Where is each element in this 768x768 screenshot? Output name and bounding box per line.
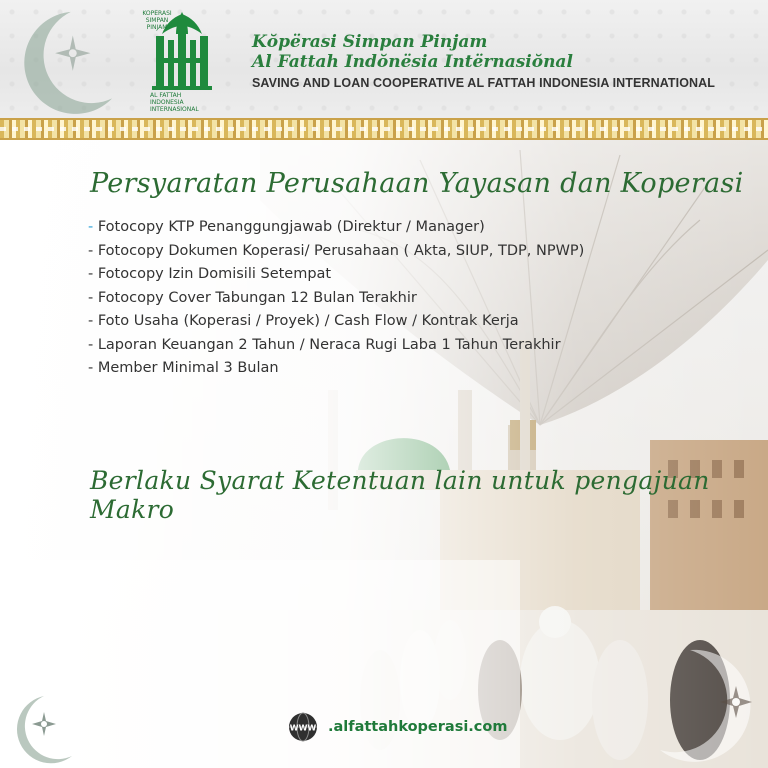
list-item: - Fotocopy KTP Penanggungjawab (Direktur / Manager) [88,219,485,235]
globe-label: WWW [289,723,317,733]
list-item: - Fotocopy Izin Domisili Setempat [88,266,332,282]
gold-ornament-border [0,118,768,140]
brand-name-indonesian-1: Kŏpërasi Simpan Pinjam [252,32,488,52]
brand-name-indonesian-2: Al Fattah Indŏnësia Intërnasiŏnal [252,52,573,72]
crescent-star-icon [0,690,78,768]
logo-top-text: KOPERASI SIMPAN PINJAM [142,10,172,31]
list-item: - Fotocopy Dokumen Koperasi/ Perusahaan ( Akta, SIUP, TDP, NPWP) [88,242,585,259]
requirements-list [88,216,584,381]
list-item: - Foto Usaha (Koperasi / Proyek) / Cash Flow / Kontrak Kerja [88,313,519,329]
brand-name-english: SAVING AND LOAN COOPERATIVE AL FATTAH INDONESIA INTERNATIONAL [252,76,716,90]
list-item: - Fotocopy Cover Tabungan 12 Bulan Terakhir [88,289,417,306]
list-item: - Laporan Keuangan 2 Tahun / Neraca Rugi Laba 1 Tahun Terakhir [88,336,561,353]
header [0,0,768,118]
requirements-title: Persyaratan Perusahaan Yayasan dan Koperasi [90,168,744,199]
terms-note: Berlaku Syarat Ketentuan lain untuk pengajuan Makro [90,466,710,524]
crescent-star-icon [2,4,120,118]
website-link[interactable] [282,712,507,742]
crescent-star-icon [640,640,768,768]
globe-icon [282,712,324,742]
list-item: - Member Minimal 3 Bulan [88,360,279,376]
website-url[interactable]: .alfattahkoperasi.com [328,719,508,735]
logo-bottom-text: AL FATTAH INDONESIA INTERNASIONAL [150,92,199,113]
